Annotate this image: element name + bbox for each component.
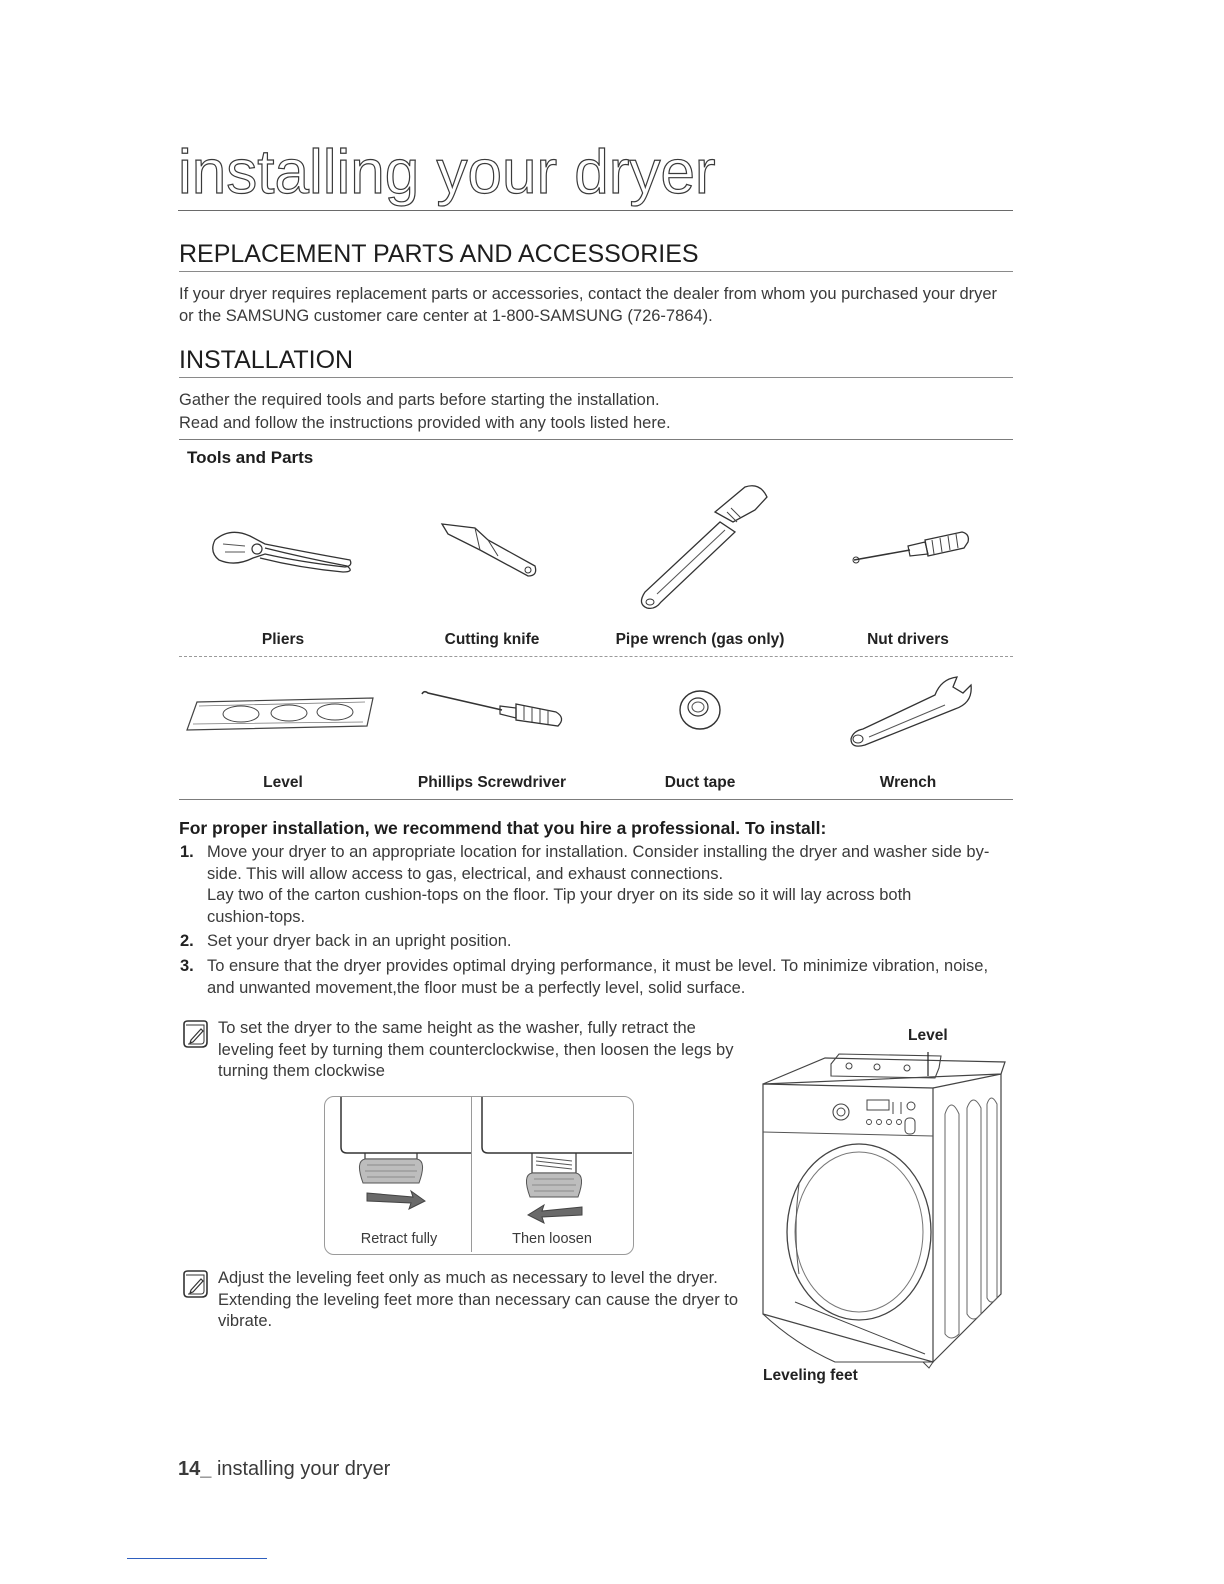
then-loosen-caption: Then loosen (512, 1231, 592, 1247)
retract-fully-caption: Retract fully (360, 1231, 438, 1247)
step-number: 1. (180, 843, 194, 861)
tool-label-cutting-knife: Cutting knife (444, 631, 540, 648)
tool-label-pliers: Pliers (261, 631, 305, 648)
phillips-screwdriver-illustration (420, 690, 565, 730)
step-text: Move your dryer to an appropriate location for installation. Consider installing the dryer and washer side by-side. This will allow access to gas, electrical, and exhaust connections. (207, 843, 990, 883)
loosen-foot-illustration (472, 1097, 632, 1222)
wrench-illustration (845, 675, 975, 750)
tool-label-wrench: Wrench (879, 774, 937, 791)
replacement-text: If your dryer requires replacement parts or accessories, contact the dealer from whom you purchased your dryer or the SAMSUNG customer care center at 1-800-SAMSUNG (726-7864). (179, 285, 998, 325)
note-text-2: Adjust the leveling feet only as much as necessary to level the dryer. Extending the leveling feet more than necessary can cause the dryer to vibrate. (218, 1269, 739, 1330)
step-text: Set your dryer back in an upright position. (207, 932, 512, 950)
installation-line-1: Gather the required tools and parts before starting the installation. (179, 391, 660, 409)
cutting-knife-illustration (440, 520, 540, 580)
installation-line-2: Read and follow the instructions provided with any tools listed here. (179, 414, 671, 432)
note-icon (180, 1270, 208, 1300)
bottom-link-rule (127, 1558, 267, 1559)
level-illustration (185, 696, 375, 736)
leveling-feet-label: Leveling feet (763, 1367, 858, 1384)
chapter-title (178, 138, 1013, 211)
duct-tape-illustration (677, 687, 723, 733)
tools-heading: Tools and Parts (187, 448, 314, 467)
tool-label-phillips-screwdriver: Phillips Screwdriver (417, 774, 567, 791)
page-footer (178, 1458, 390, 1481)
step-text-continued: Lay two of the carton cushion-tops on the floor. Tip your dryer on its side so it will lay across both cushion-tops. (207, 886, 912, 926)
note-icon (180, 1020, 208, 1050)
tool-label-nut-drivers: Nut drivers (867, 631, 949, 648)
steps-heading: For proper installation, we recommend that you hire a professional. To install: (179, 818, 827, 838)
tools-bottom-rule (179, 799, 1013, 800)
pipe-wrench-illustration (635, 482, 785, 612)
chapter-title-text: installing your dryer (178, 138, 716, 207)
pliers-illustration (205, 522, 355, 572)
nut-drivers-illustration (850, 528, 970, 568)
tool-label-duct-tape: Duct tape (664, 774, 736, 791)
tools-divider (179, 656, 1013, 657)
retract-foot-illustration (325, 1097, 471, 1222)
note-text-1: To set the dryer to the same height as the washer, fully retract the leveling feet by turning them counterclockwise, then loosen the legs by turning them clockwise (218, 1019, 734, 1080)
replacement-heading: REPLACEMENT PARTS AND ACCESSORIES (179, 240, 1013, 272)
installation-heading: INSTALLATION (179, 346, 1013, 378)
level-label: Level (908, 1027, 948, 1044)
tool-label-level: Level (263, 774, 303, 791)
step-number: 3. (180, 957, 194, 975)
page-number: 14_ (178, 1458, 212, 1480)
dryer-illustration (755, 1044, 1015, 1364)
tool-label-pipe-wrench: Pipe wrench (gas only) (615, 631, 785, 648)
tools-top-rule (179, 439, 1013, 440)
footer-chapter-text: installing your dryer (216, 1458, 391, 1480)
step-text: To ensure that the dryer provides optimal drying performance, it must be level. To minimize vibration, noise, and unwanted movement,the floor must be a perfectly level, solid surface. (207, 957, 989, 997)
step-number: 2. (180, 932, 194, 950)
